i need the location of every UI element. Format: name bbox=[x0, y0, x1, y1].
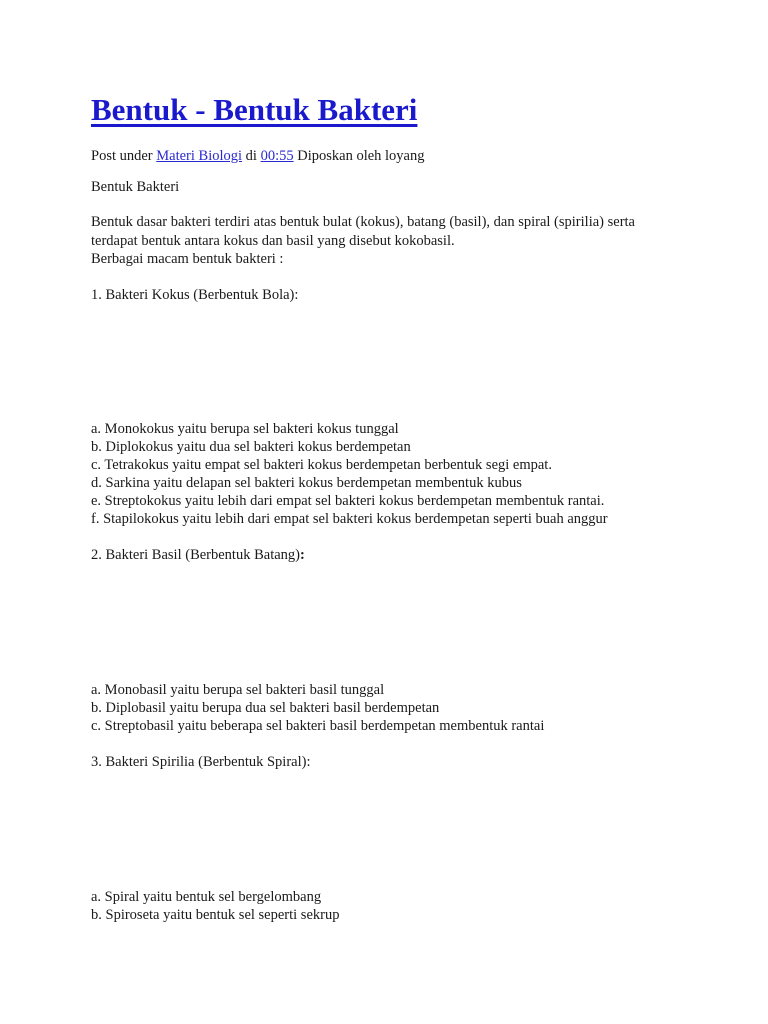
category-link[interactable]: Materi Biologi bbox=[156, 148, 243, 164]
kokus-image-area bbox=[91, 310, 691, 415]
spirilia-image-area bbox=[91, 777, 691, 882]
list-item: b. Spiroseta yaitu bentuk sel seperti sekrup bbox=[91, 907, 340, 923]
section-heading-basil-text: 2. Bakteri Basil (Berbentuk Batang) bbox=[91, 547, 300, 563]
timestamp-link[interactable]: 00:55 bbox=[260, 148, 294, 164]
list-item: c. Tetrakokus yaitu empat sel bakteri kokus berdempetan berbentuk segi empat. bbox=[91, 457, 552, 473]
basil-image-area bbox=[91, 570, 691, 675]
list-item: a. Monobasil yaitu berupa sel bakteri basil tunggal bbox=[91, 682, 385, 698]
meta-prefix: Post under bbox=[91, 148, 153, 164]
intro-line-2: terdapat bentuk antara kokus dan basil yang disebut kokobasil. bbox=[91, 233, 455, 249]
list-item: b. Diplokokus yaitu dua sel bakteri kokus berdempetan bbox=[91, 439, 411, 455]
post-title bbox=[91, 88, 417, 132]
intro-line-1: Bentuk dasar bakteri terdiri atas bentuk bulat (kokus), batang (basil), dan spiral (spirilia) serta bbox=[91, 214, 635, 230]
list-item: b. Diplobasil yaitu berupa dua sel bakteri basil berdempetan bbox=[91, 700, 440, 716]
list-item: a. Spiral yaitu bentuk sel bergelombang bbox=[91, 889, 322, 905]
list-item: f. Stapilokokus yaitu lebih dari empat sel bakteri kokus berdempetan seperti buah anggur bbox=[91, 511, 608, 527]
section-heading-spirilia: 3. Bakteri Spirilia (Berbentuk Spiral): bbox=[91, 754, 311, 770]
section-heading-basil-colon: : bbox=[300, 547, 305, 563]
list-item: e. Streptokokus yaitu lebih dari empat sel bakteri kokus berdempetan membentuk rantai. bbox=[91, 493, 605, 509]
intro-line-3: Berbagai macam bentuk bakteri : bbox=[91, 251, 284, 267]
post-title-link[interactable]: Bentuk - Bentuk Bakteri bbox=[91, 92, 418, 127]
list-item: c. Streptobasil yaitu beberapa sel bakteri basil berdempetan membentuk rantai bbox=[91, 718, 545, 734]
list-item: d. Sarkina yaitu delapan sel bakteri kokus berdempetan membentuk kubus bbox=[91, 475, 522, 491]
meta-middle: di bbox=[245, 148, 257, 164]
subheading: Bentuk Bakteri bbox=[91, 179, 180, 195]
list-item: a. Monokokus yaitu berupa sel bakteri kokus tunggal bbox=[91, 421, 399, 437]
section-heading-kokus: 1. Bakteri Kokus (Berbentuk Bola): bbox=[91, 287, 299, 303]
post-meta bbox=[91, 147, 425, 165]
section-heading-basil bbox=[91, 546, 305, 564]
meta-author: Diposkan oleh loyang bbox=[297, 148, 425, 164]
